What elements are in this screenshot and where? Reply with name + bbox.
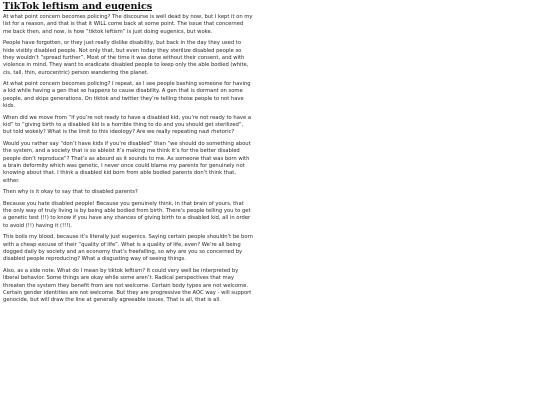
blog-post [3, 0, 253, 309]
post-paragraph: Would you rather say “don’t have kids if you’re disabled” than “we should do something about the system, and a society that is so ableist it’s making me think it’s for the better disabled people don’t reproduce”? That’s as absurd as it sounds to me. As someone that was born with a brain deformity which was genetic, I never once could blame my parents for genuinely not knowing about that. I think a disabled kid born from able bodied parents don’t think that, either. [3, 140, 251, 184]
post-paragraph: People have forgotten, or they just really dislike disability, but back in the day they used to hide visibly disabled people. Not only that, but even today they sterilize disabled people so they wouldn’t “spread further”. Most of the time it was done without their consent, and with violence in mind. They want to eradicate disabled people to keep only the able bodied (white, cis, tall, thin, eurocentric) person wandering the planet. [3, 40, 249, 76]
post-paragraph: Then why is it okay to say that to disabled parents? [3, 189, 138, 196]
post-title: TikTok leftism and eugenics [3, 1, 152, 12]
post-paragraph: This boils my blood, because it’s literally just eugenics. Saying certain people shouldn’t be born with a cheap excuse of their “quality of life”. What is a quality of life, even? We’re all being dogged daily by society and an economy that’s freefalling, so why are you so concerned by disabled people reproducing? What a disgusting way of seeing things. [3, 234, 253, 263]
post-paragraph: At what point concern becomes policing? The discourse is well dead by now, but I kept it on my list for a reason, and that is that it WILL come back at some point. The issue that concerned me back then, and now, is how “tiktok leftism” is just doing eugenics, but woke. [3, 14, 253, 35]
post-paragraph: When did we move from “if you’re not ready to have a disabled kid, you’re not ready to have a kid” to “giving birth to a disabled kid is a horrible thing to do and you should get sterilized”, but told wokely? What is the limit to this ideology? Are we really repeating nazi rhetoric? [3, 114, 252, 136]
post-paragraph: At what point concern becomes policing? I repeat, as I see people bashing someone for having a kid while having a gen that so happens to cause disability. A gen that is dormant on some people, and skips generations. On tiktok and twitter they’re telling those people to not have kids. [3, 81, 251, 110]
post-paragraph: Because you hate disabled people! Because you genuinely think, in that brain of yours, that the only way of truly living is by being able bodied from birth. There’s people telling you to get a genetic test (!!) to know if you have any chances of giving birth to a disabled kid, all in order to avoid (!!) having it (!!!). [3, 200, 251, 229]
post-paragraph: Also, as a side note. What do I mean by tiktok leftism? It could very well be interpreted by liberal behavior. Some things are okay while some aren’t. Radical perspectives that may threaten the system they benefit from are not welcome. Certain body types are not welcome. Certain gender identities are not welcome. But they are progressive the AOC way - will support genocide, but will draw the line at generally agreeable issues. That is all, that is all. [3, 267, 252, 304]
